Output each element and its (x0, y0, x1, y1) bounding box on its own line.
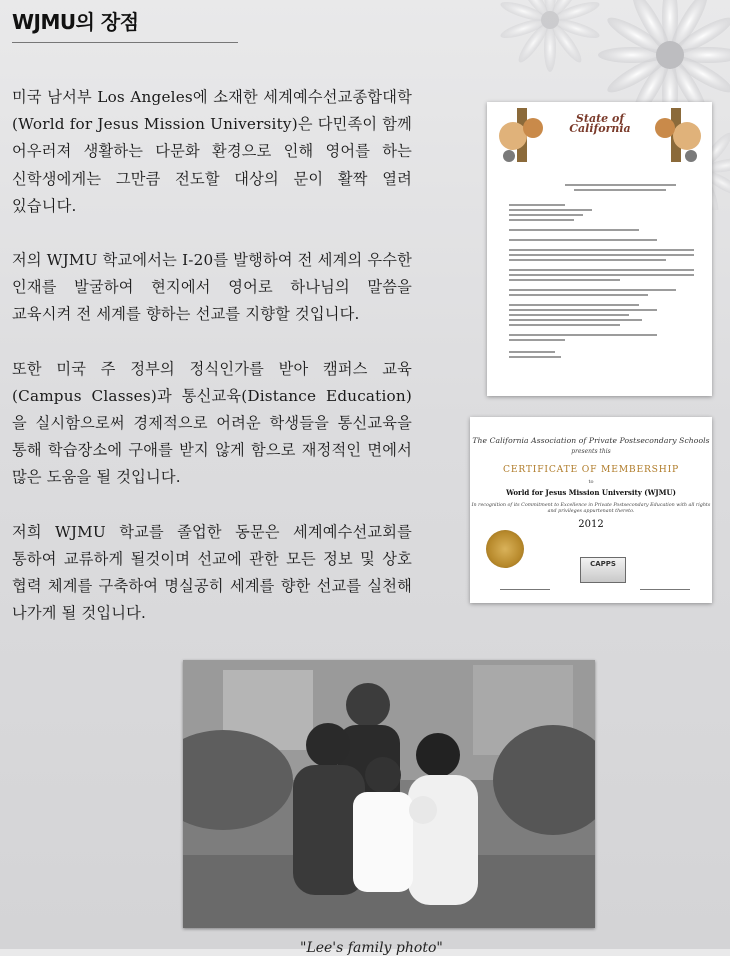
letter-body-lines (509, 204, 694, 361)
family-photo-image (183, 660, 595, 928)
title-underline (12, 42, 238, 43)
membership-certificate (470, 417, 712, 603)
certificate-to: to (588, 479, 594, 485)
certificate-title: CERTIFICATE OF MEMBERSHIP (502, 464, 679, 475)
paragraph-2: 저의 WJMU 학교에서는 I-20를 발행하여 전 세계의 우수한 인재를 발굴하여 현지에서 영어로 하나님의 말씀을 교육시켜 전 세계를 향하는 선교를 지향할 것입니다. (12, 251, 412, 324)
signature-right (640, 589, 690, 591)
certificate-organization: The California Association of Private Postsecondary Schools (472, 436, 710, 445)
certificate-presents: presents this (571, 448, 611, 455)
letterhead-lines (509, 184, 694, 194)
paragraph-1: 미국 남서부 Los Angeles에 소재한 세계예수선교종합대학(World for Jesus Mission University)은 다민족이 함께 어우러져 생활하는 다문화 환경으로 인해 영어를 하는 신학생에게는 그만큼 전도할 대상의 문이 활짝 열려 있습니다. (12, 88, 412, 215)
state-of-california-heading: State of California (569, 112, 631, 135)
page-title: WJMU의 장점 (12, 10, 139, 34)
california-seal-right-icon (647, 106, 707, 166)
gold-seal-icon (486, 530, 524, 568)
body-text (12, 84, 412, 654)
certificate-recognition: In recognition of its Commitment to Excellence in Private Postsecondary Education with all rights and privileges appurtenant thereto. (471, 503, 711, 514)
california-seal-left-icon (493, 106, 553, 166)
paragraph-3: 또한 미국 주 정부의 정식인가를 받아 캠퍼스 교육(Campus Classes)과 통신교육(Distance Education)을 실시함으로써 경제적으로 어려운 학생들을 통신교육을 통해 학습장소에 구애를 받지 않게 함으로 재정적인 면에서 많은 도움을 될 것입니다. (12, 359, 412, 487)
paragraph-4: 저희 WJMU 학교를 졸업한 동문은 세계예수선교회를 통하여 교류하게 될것이며 선교에 관한 모든 정보 및 상호 협력 체계를 구축하여 명실공히 세계를 향한 선교를 실천해 나가게 될 것입니다. (12, 522, 412, 623)
family-photo (183, 660, 595, 928)
signature-left (500, 589, 550, 591)
capps-badge (580, 557, 626, 583)
certificate-year: 2012 (578, 519, 604, 530)
certificate-recipient: World for Jesus Mission University (WJMU) (506, 488, 676, 497)
capps-badge-label: CAPPS (590, 560, 616, 568)
photo-caption: "Lee's family photo" (300, 940, 443, 956)
california-approval-document (487, 102, 712, 396)
